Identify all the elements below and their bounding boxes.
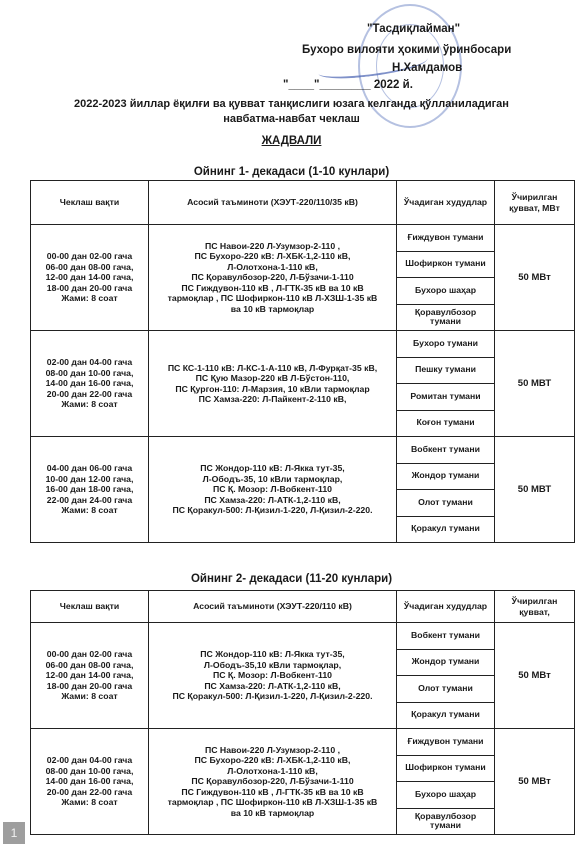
table-row xyxy=(31,729,575,835)
time-cell: 00-00 дан 02-00 гача 06-00 дан 08-00 гача, 12-00 дан 14-00 гача, 18-00 дан 20-00 гача Жами: 8 соат xyxy=(31,225,149,331)
source-cell: ПС Навои-220 Л-Узумзор-2-110 , ПС Бухоро-220 кВ: Л-ХБК-1,2-110 кВ, Л-Олотхона-1-110 кВ, ПС Қоравулбозор-220, Л-Бўзачи-1-110 ПС Гиждувон-110 кВ , Л-ГТК-35 кВ ва 10 кВ тармоқлар , ПС Шофиркон-110 кВ Л-ХЗШ-1-35 кВ ва 10 кВ тармоқлар xyxy=(149,225,397,331)
district-item: Ғиждувон тумани xyxy=(397,729,494,756)
approval-date: "____"________ 2022 й. xyxy=(283,79,413,91)
district-item: Жондор тумани xyxy=(397,650,494,677)
district-item: Вобкент тумани xyxy=(397,623,494,650)
source-cell: ПС Жондор-110 кВ: Л-Якка тут-35, Л-Ободъ-35, 10 кВли тармоқлар, ПС Қ. Мозор: Л-Вобкент-110 ПС Хамза-220: Л-АТК-1,2-110 кВ, ПС Қоракул-500: Л-Қизил-1-220, Л-Қизил-2-220. xyxy=(149,437,397,543)
power-cell: 50 МВТ xyxy=(495,437,575,543)
district-item: Олот тумани xyxy=(397,676,494,703)
districts-cell xyxy=(397,225,495,331)
source-cell: ПС КС-1-110 кВ: Л-КС-1-А-110 кВ, Л-Фурқат-35 кВ, ПС Қую Мазор-220 кВ Л-Бўстон-110, ПС Қургон-110: Л-Марзия, 10 кВли тармоқлар ПС Хамза-220: Л-Пайкент-2-110 кВ, xyxy=(149,331,397,437)
table-row xyxy=(31,623,575,729)
power-cell: 50 МВт xyxy=(495,225,575,331)
district-item: Бухоро тумани xyxy=(397,331,494,358)
district-item: Ғиждувон тумани xyxy=(397,225,494,252)
approval-position: Бухоро вилояти ҳокими ўринбосари xyxy=(302,44,512,56)
district-item: Қоравулбозор тумани xyxy=(414,306,477,327)
district-item: Шофиркон тумани xyxy=(397,756,494,783)
header-time: Чеклаш вақти xyxy=(31,181,149,225)
district-item: Шофиркон тумани xyxy=(397,252,494,279)
approval-title: "Тасдиқлайман" xyxy=(367,23,461,35)
decade2-table xyxy=(30,590,575,835)
decade2-title: Ойнинг 2- декадаси (11-20 кунлари) xyxy=(190,573,393,585)
district-item: Қоравулбозор тумани xyxy=(414,810,477,831)
header-districts: Ўчадиган худудлар xyxy=(397,591,495,623)
table-row xyxy=(31,331,575,437)
district-item: Қоракул тумани xyxy=(411,709,480,720)
time-cell: 04-00 дан 06-00 гача 10-00 дан 12-00 гача, 16-00 дан 18-00 гача, 22-00 дан 24-00 гача Жами: 8 соат xyxy=(31,437,149,543)
time-cell: 02-00 дан 04-00 гача 08-00 дан 10-00 гача, 14-00 дан 16-00 гача, 20-00 дан 22-00 гача Жами: 8 соат xyxy=(31,729,149,835)
table-row xyxy=(31,437,575,543)
districts-cell xyxy=(397,623,495,729)
power-cell: 50 МВт xyxy=(495,623,575,729)
time-cell: 02-00 дан 04-00 гача 08-00 дан 10-00 гача, 14-00 дан 16-00 гача, 20-00 дан 22-00 гача Жами: 8 соат xyxy=(31,331,149,437)
district-item: Коғон тумани xyxy=(416,417,475,428)
header-time: Чеклаш вақти xyxy=(31,591,149,623)
decade1-title: Ойнинг 1- декадаси (1-10 кунлари) xyxy=(193,166,390,178)
table-header-row xyxy=(31,591,575,623)
document-heading-line1: 2022-2023 йиллар ёқилғи ва қувват танқислиги юзага келганда қўлланиладиган xyxy=(74,98,509,110)
source-cell: ПС Жондор-110 кВ: Л-Якка тут-35, Л-Ободъ-35,10 кВли тармоқлар, ПС Қ. Мозор: Л-Вобкент-110 ПС Хамза-220: Л-АТК-1,2-110 кВ, ПС Қоракул-500: Л-Қизил-1-220, Л-Қизил-2-220. xyxy=(149,623,397,729)
approval-name: Н.Хамдамов xyxy=(392,62,463,74)
header-source: Асосий таъминоти (ХЭУТ-220/110/35 кВ) xyxy=(149,181,397,225)
time-cell: 00-00 дан 02-00 гача 06-00 дан 08-00 гача, 12-00 дан 14-00 гача, 18-00 дан 20-00 гача Жами: 8 соат xyxy=(31,623,149,729)
district-item: Ромитан тумани xyxy=(397,384,494,411)
district-item: Пешку тумани xyxy=(397,358,494,385)
districts-cell xyxy=(397,331,495,437)
district-item: Бухоро шаҳар xyxy=(397,278,494,305)
table-header-row xyxy=(31,181,575,225)
districts-cell xyxy=(397,729,495,835)
district-item: Қоракул тумани xyxy=(411,523,480,534)
power-cell: 50 МВт xyxy=(495,729,575,835)
header-source: Асосий таъминоти (ХЭУТ-220/110 кВ) xyxy=(149,591,397,623)
power-cell: 50 МВТ xyxy=(495,331,575,437)
header-power: Ўчирилган қувват, МВт xyxy=(495,181,575,225)
district-item: Вобкент тумани xyxy=(397,437,494,464)
header-power: Ўчирилган қувват, xyxy=(495,591,575,623)
district-item: Жондор тумани xyxy=(397,464,494,491)
document-heading-title: ЖАДВАЛИ xyxy=(261,135,322,147)
district-item: Олот тумани xyxy=(397,490,494,517)
source-cell: ПС Навои-220 Л-Узумзор-2-110 , ПС Бухоро-220 кВ: Л-ХБК-1,2-110 кВ, Л-Олотхона-1-110 кВ, ПС Қоравулбозор-220, Л-Бўзачи-1-110 ПС Гиждувон-110 кВ , Л-ГТК-35 кВ ва 10 кВ тармоқлар , ПС Шофиркон-110 кВ Л-ХЗШ-1-35 кВ ва 10 кВ тармоқлар xyxy=(149,729,397,835)
table-row xyxy=(31,225,575,331)
page-number-badge: 1 xyxy=(3,822,25,844)
document-heading-line2: навбатма-навбат чеклаш xyxy=(223,113,360,125)
districts-cell xyxy=(397,437,495,543)
header-districts: Ўчадиган худудлар xyxy=(397,181,495,225)
decade1-table xyxy=(30,180,575,543)
district-item: Бухоро шаҳар xyxy=(397,782,494,809)
